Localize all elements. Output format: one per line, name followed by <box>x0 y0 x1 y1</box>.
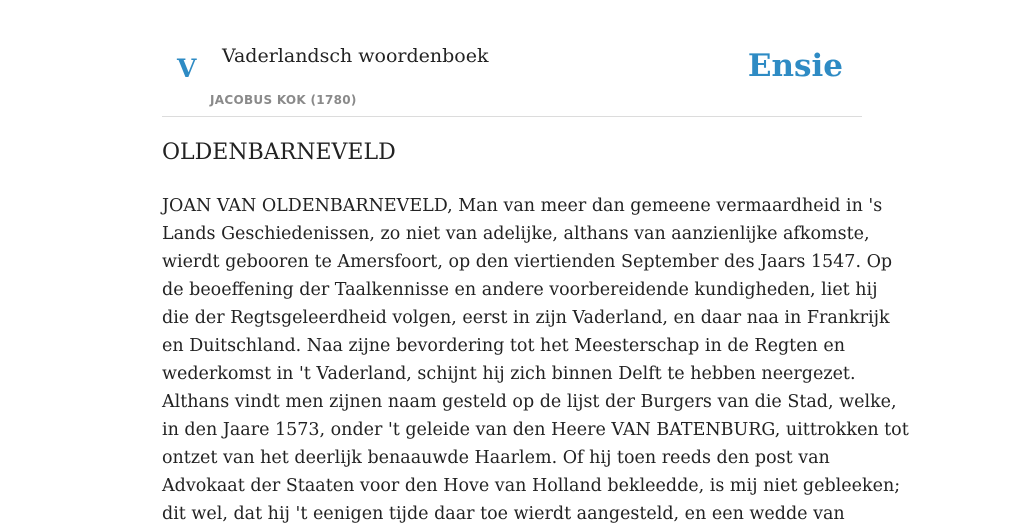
article-line: JOAN VAN OLDENBARNEVELD, Man van meer dan gemeene vermaardheid in 's <box>162 196 883 216</box>
article-line: die der Regtsgeleerdheid volgen, eerst in zijn Vaderland, en daar naa in Frankrijk <box>162 308 890 328</box>
book-header <box>162 0 862 117</box>
article-title: OLDENBARNEVELD <box>162 140 396 165</box>
article-line: wierdt gebooren te Amersfoort, op den viertienden September des Jaars 1547. Op <box>162 252 893 272</box>
article-line: ontzet van het deerlijk benaauwde Haarlem. Of hij toen reeds den post van <box>162 448 830 468</box>
book-title-link[interactable]: Vaderlandsch woordenboek <box>222 45 489 67</box>
article-line: wederkomst in 't Vaderland, schijnt hij zich binnen Delft te hebben neergezet. <box>162 364 856 384</box>
article-line: en Duitschland. Naa zijne bevordering tot het Meesterschap in de Regten en <box>162 336 846 356</box>
article-line: Lands Geschiedenissen, zo niet van adelijke, althans van aanzienlijke afkomste, <box>162 224 870 244</box>
article-line: dit wel, dat hij 't eenigen tijde daar toe wierdt aangesteld, en een wedde van <box>162 504 845 524</box>
article-line: Advokaat der Staaten voor den Hove van Holland bekleedde, is mij niet gebleeken; <box>162 476 901 496</box>
ensie-logo[interactable]: Ensie <box>747 48 843 84</box>
article-line: de beoeffening der Taalkennisse en andere voorbereidende kundigheden, liet hij <box>162 280 878 300</box>
article-line: in den Jaare 1573, onder 't geleide van den Heere VAN BATENBURG, uittrokken tot <box>162 420 909 440</box>
book-author: JACOBUS KOK (1780) <box>210 93 357 107</box>
book-letter-link[interactable]: V <box>177 54 197 83</box>
article-body <box>162 192 909 528</box>
article-line: Althans vindt men zijnen naam gesteld op de lijst der Burgers van die Stad, welke, <box>162 392 897 412</box>
